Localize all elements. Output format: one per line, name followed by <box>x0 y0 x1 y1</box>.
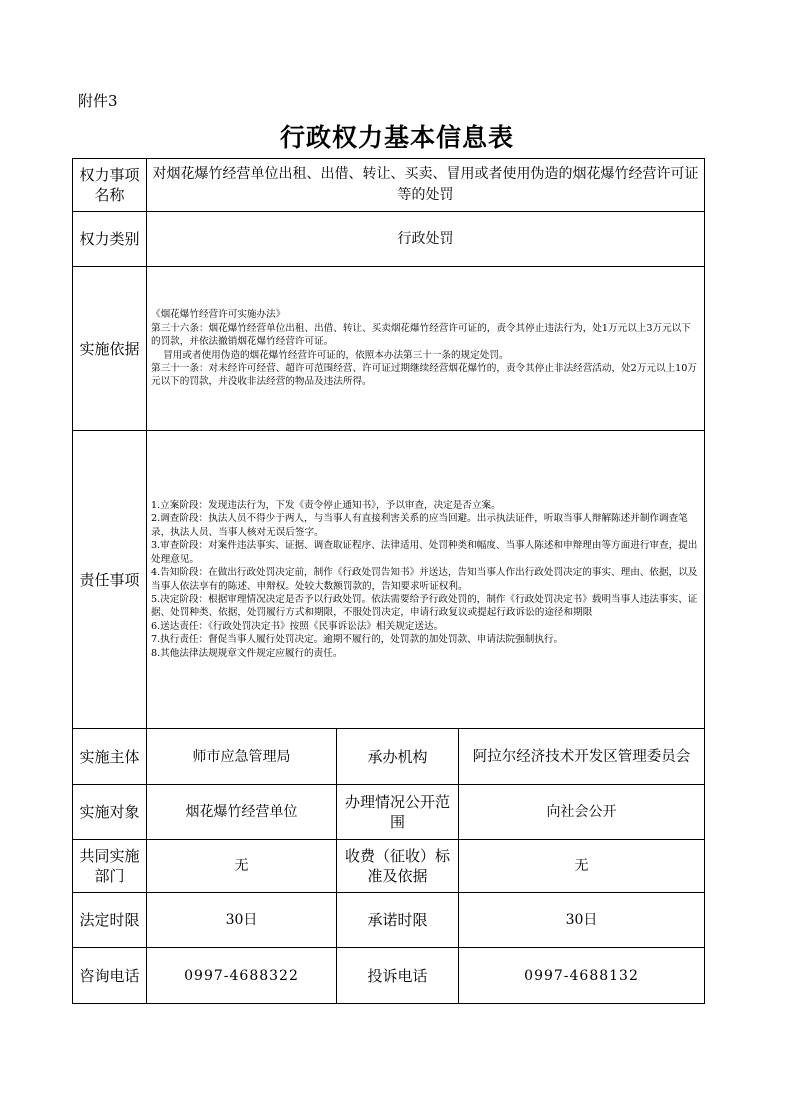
info-table <box>72 158 705 1004</box>
row-power-name <box>73 159 705 212</box>
target-label: 实施对象 <box>73 785 147 840</box>
promise-limit-value: 30日 <box>459 893 705 948</box>
duty-line: 6.送达责任：《行政处罚决定书》按照《民事诉讼法》相关规定送达。 <box>151 620 444 632</box>
power-name-value: 对烟花爆竹经营单位出租、出借、转让、买卖、冒用或者使用伪造的烟花爆竹经营许可证等的处罚 <box>147 159 705 212</box>
row-basis <box>73 267 705 431</box>
page-title: 行政权力基本信息表 <box>279 123 514 152</box>
row-limit <box>73 893 705 948</box>
disclosure-scope-value: 向社会公开 <box>459 785 705 840</box>
handling-org-value: 阿拉尔经济技术开发区管理委员会 <box>459 729 705 785</box>
subject-value: 师市应急管理局 <box>147 729 337 785</box>
complaint-phone-label: 投诉电话 <box>337 948 459 1004</box>
disclosure-scope-label: 办理情况公开范围 <box>337 785 459 840</box>
attachment-label: 附件3 <box>78 92 118 110</box>
consult-phone-label: 咨询电话 <box>73 948 147 1004</box>
subject-label: 实施主体 <box>73 729 147 785</box>
power-type-label: 权力类别 <box>73 212 147 267</box>
basis-label: 实施依据 <box>73 267 147 431</box>
duty-label: 责任事项 <box>73 431 147 729</box>
fee-standard-value: 无 <box>459 840 705 893</box>
duty-line: 4.告知阶段：在做出行政处罚决定前，制作《行政处罚告知书》并送达，告知当事人作出行政处罚决定的事实、理由、依据，以及当事人依法享有的陈述、申辩权。处较大数额罚款的，告知要求听证权利。 <box>151 567 698 592</box>
duty-line: 7.执行责任：督促当事人履行处罚决定。逾期不履行的，处罚款的加处罚款、申请法院强制执行。 <box>151 634 564 646</box>
fee-standard-label: 收费（征收）标准及依据 <box>337 840 459 893</box>
row-power-type <box>73 212 705 267</box>
basis-line: 冒用或者使用伪造的烟花爆竹经营许可证的，依照本办法第三十一条的规定处罚。 <box>151 349 509 361</box>
duty-line: 3.审查阶段：对案件违法事实、证据、调查取证程序、法律适用、处罚种类和幅度、当事人陈述和申辩理由等方面进行审查，提出处理意见。 <box>151 540 698 565</box>
basis-line: 《烟花爆竹经营许可实施办法》 <box>151 309 286 321</box>
handling-org-label: 承办机构 <box>337 729 459 785</box>
duty-line: 5.决定阶段：根据审理情况决定是否予以行政处罚。依法需要给予行政处罚的，制作《行政处罚决定书》载明当事人违法事实、证据、处罚种类、依据，处罚履行方式和期限，不服处罚决定，申请行政复议或提起行政诉讼的途径和期限 <box>151 593 698 619</box>
complaint-phone-value: 0997-4688132 <box>459 948 705 1004</box>
joint-dept-label: 共同实施部门 <box>73 840 147 893</box>
power-type-value: 行政处罚 <box>147 212 705 267</box>
target-value: 烟花爆竹经营单位 <box>147 785 337 840</box>
row-subject <box>73 729 705 785</box>
consult-phone-value: 0997-4688322 <box>147 948 337 1004</box>
basis-line: 第三十一条：对未经许可经营、超许可范围经营、许可证过期继续经营烟花爆竹的，责令其停止非法经营活动，处2万元以上10万元以下的罚款，并没收非法经营的物品及违法所得。 <box>151 362 697 388</box>
row-phone <box>73 948 705 1004</box>
row-target <box>73 785 705 840</box>
legal-limit-value: 30日 <box>147 893 337 948</box>
duty-line: 1.立案阶段：发现违法行为，下发《责令停止通知书》，予以审查，决定是否立案。 <box>151 500 501 512</box>
row-dept <box>73 840 705 893</box>
promise-limit-label: 承诺时限 <box>337 893 459 948</box>
duty-line: 8.其他法律法规规章文件规定应履行的责任。 <box>151 647 343 659</box>
legal-limit-label: 法定时限 <box>73 893 147 948</box>
duty-line: 2.调查阶段：执法人员不得少于两人，与当事人有直接利害关系的应当回避。出示执法证件，听取当事人辩解陈述并制作调查笔录，执法人员、当事人核对无误后签字。 <box>151 513 688 538</box>
power-name-label: 权力事项名称 <box>73 159 147 212</box>
joint-dept-value: 无 <box>147 840 337 893</box>
row-duty <box>73 431 705 729</box>
basis-text <box>147 267 705 431</box>
duty-text <box>147 431 705 729</box>
basis-line: 第三十六条：烟花爆竹经营单位出租、出借、转让、买卖烟花爆竹经营许可证的，责令其停止违法行为，处1万元以上3万元以下的罚款，并依法撤销烟花爆竹经营许可证。 <box>151 322 691 348</box>
